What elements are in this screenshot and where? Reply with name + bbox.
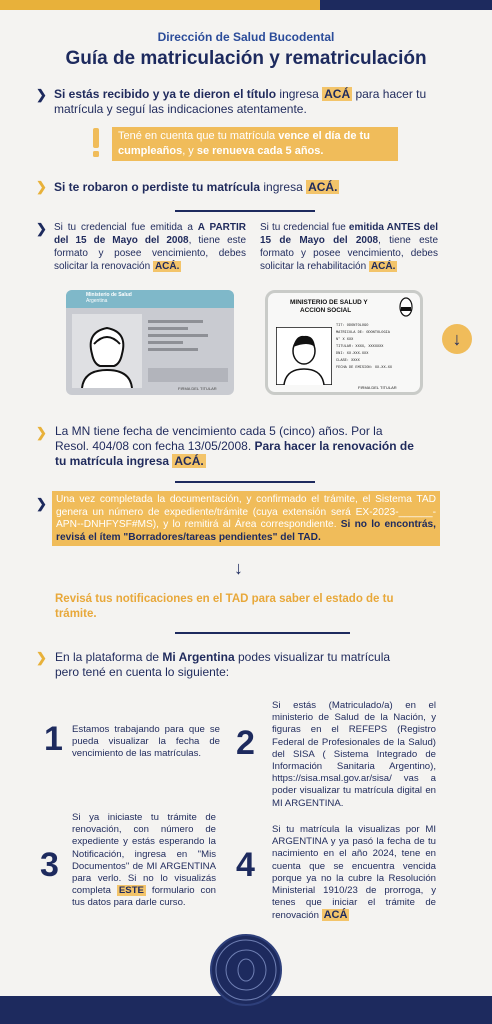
registered-line2: matrícula y seguí las indicaciones atentamente.: [54, 102, 307, 116]
alert-bold-1: vence el día de tu cumpleaños: [118, 130, 370, 157]
card-new-sub: Argentina: [86, 298, 108, 304]
step-text-1: Estamos trabajando para que se pueda visualizar la fecha de vencimiento de las matrículas.: [72, 724, 220, 760]
mn-line2-bold: Para hacer la renovación de: [254, 439, 414, 453]
lost-lead: Si te robaron o perdiste tu matrícula: [54, 180, 261, 194]
renewal-link[interactable]: ACÁ.: [154, 261, 180, 272]
col-right-text-2: , tiene este formato y posee vencimiento, debes solicitar la rehabilitación: [260, 235, 438, 272]
notice-line2: trámite.: [55, 608, 97, 620]
card-field: TITULAR: XXXX, XXXXXXX: [336, 345, 384, 349]
person-photo-icon: [276, 327, 332, 385]
tad-notice: [55, 592, 455, 622]
credential-new-text: [54, 221, 246, 273]
arrow-down-icon: ↓: [234, 558, 243, 578]
divider: [175, 632, 350, 634]
step-text-2: Si estás (Matriculado/a) en el ministerio de Salud de la Nación, y figuras en el REFEPS (Registro Federal de Profesionales de la Salud) del SISA ( Sistema Integrado de Información Sanitaria Argentino), https://sisa.msal.gov.ar/sisa/ vas a poder visualizar tu matrícula digital en MI ARGENTINA.: [272, 700, 436, 809]
card-old-fields: [336, 323, 392, 372]
tad-text: Una vez completada la documentación, y confirmado el trámite, el Sistema TAD genera un número de expediente/trámite (cuya extensión será EX-2023-______-APN--DNHFYSF#MS), y lo remitirá al Área correspondiente.: [56, 494, 436, 530]
alert-bold-2: se renueva cada 5 años.: [196, 145, 324, 157]
expiry-alert: [112, 127, 398, 161]
mn-renewal-link[interactable]: ACÁ.: [174, 454, 204, 468]
chevron-right-icon: ❯: [36, 650, 47, 665]
step-number-4: 4: [236, 846, 255, 884]
shield-icon: [398, 297, 414, 317]
notice-line1: Revisá tus notificaciones en el TAD para saber el estado de tu: [55, 593, 394, 605]
department-label: Dirección de Salud Bucodental: [157, 30, 335, 44]
rehabilitation-link[interactable]: ACÁ.: [370, 261, 396, 272]
card-field: N° X XXX: [336, 338, 354, 342]
lost-text: ingresa: [260, 180, 307, 194]
card-field: CLASE: XXXX: [336, 359, 360, 363]
col-left-text-2: , tiene este formato y posee vencimiento, debes solicitar la renovación: [54, 235, 247, 272]
arrow-down-icon: ↓: [442, 324, 472, 354]
mn-line2: Resol. 404/08 con fecha 13/05/2008.: [55, 439, 255, 453]
card-new-fields: [148, 316, 218, 366]
mi-arg-bold: Mi Argentina: [162, 650, 235, 664]
card-old-heading-2: ACCION SOCIAL: [300, 307, 352, 314]
section-registered: [54, 87, 454, 117]
section-mn-expiry: [55, 424, 445, 469]
ministry-seal-icon: [210, 934, 282, 1006]
chevron-right-icon: ❯: [36, 179, 47, 194]
register-link[interactable]: ACÁ: [324, 87, 351, 101]
mi-arg-line2: pero tené en cuenta lo siguiente:: [55, 665, 230, 679]
mi-arg-text-2: podes visualizar tu matrícula: [234, 650, 391, 664]
mi-arg-text-1: En la plataforma de: [55, 650, 163, 664]
chevron-right-icon: ❯: [36, 221, 47, 236]
col-right-text-1: Si tu credencial fue: [260, 222, 349, 233]
section-lost: [54, 180, 454, 195]
chevron-right-icon: ❯: [36, 425, 47, 440]
step-text-4: [272, 824, 436, 923]
divider: [175, 481, 315, 483]
credential-card-new: [66, 290, 234, 395]
step-text-3: [72, 812, 216, 910]
card-old-signature: FIRMA DEL TITULAR: [358, 385, 397, 390]
step-number-3: 3: [40, 846, 59, 884]
alert-text-2: , y: [182, 145, 197, 157]
chevron-right-icon: ❯: [36, 496, 47, 511]
card-new-signature: FIRMA DEL TITULAR: [178, 386, 217, 391]
tad-bold: Si no lo encontrás, revisá el ítem "Borradores/tareas pendientes" del TAD.: [56, 519, 437, 543]
top-bar: [0, 0, 492, 10]
person-photo-icon: [72, 314, 142, 388]
step4-text: Si tu matrícula la visualizas por MI ARGENTINA y ya pasó la fecha de tu nacimiento en el año 2024, tene en cuenta que se encuentra vencida porque ya no la cubre la Resolución Ministerial 1910/23 de prorroga, y tenes que iniciar el trámite de renovación: [272, 824, 436, 922]
chevron-right-icon: ❯: [36, 87, 47, 102]
registered-text: ingresa: [276, 87, 323, 101]
top-bar-accent: [0, 0, 320, 10]
barcode: [148, 368, 228, 382]
page-title: Guía de matriculación y rematriculación: [65, 48, 427, 69]
col-left-text-1: Si tu credencial fue emitida a: [54, 222, 198, 233]
mn-line1: La MN tiene fecha de vencimiento cada 5 (cinco) años. Por la: [55, 424, 383, 438]
section-mi-argentina: [55, 650, 455, 680]
step3-text2: formulario con tus datos para darle curso.: [72, 885, 216, 909]
col-right-bold: emitida ANTES del 15 de Mayo del 2008: [260, 222, 438, 246]
tad-info-box: [52, 491, 440, 546]
step-number-1: 1: [44, 720, 63, 758]
card-old-heading-1: MINISTERIO DE SALUD Y: [290, 299, 368, 306]
card-new-heading: Ministerio de Salud: [86, 292, 132, 298]
alert-text-1: Tené en cuenta que tu matrícula: [118, 130, 279, 142]
credential-old-text: [260, 221, 438, 273]
card-field: MATRICULA DE: ODONTOLOGIA: [336, 331, 390, 335]
card-old-heading: [290, 299, 368, 315]
registered-lead: Si estás recibido y ya te dieron el título: [54, 87, 277, 101]
card-field: FECHA DE EMISION: XX-XX-XX: [336, 366, 393, 370]
divider: [175, 210, 315, 212]
credential-card-old: [265, 290, 423, 395]
exclamation-icon: [92, 128, 100, 158]
mn-line3-bold: tu matrícula ingresa: [55, 454, 173, 468]
step3-text: Si ya iniciaste tu trámite de renovación, con número de expediente y estás esperando la Notificación, ingresa en "Mis Documentos" de MI ARGENTINA para verlo. Si no lo visualizás completa: [72, 812, 216, 897]
registered-text-2: para hacer tu: [352, 87, 427, 101]
card-field: DNI: XX.XXX.XXX: [336, 352, 369, 356]
lost-link[interactable]: ACÁ.: [308, 180, 338, 194]
renewal-link-final[interactable]: ACÁ: [323, 909, 348, 922]
card-field: TIT: ODONTOLOGO: [336, 324, 369, 328]
form-link[interactable]: ESTE: [118, 885, 144, 897]
col-left-bold: A PARTIR del 15 de Mayo del 2008: [54, 222, 247, 246]
step-number-2: 2: [236, 724, 255, 762]
